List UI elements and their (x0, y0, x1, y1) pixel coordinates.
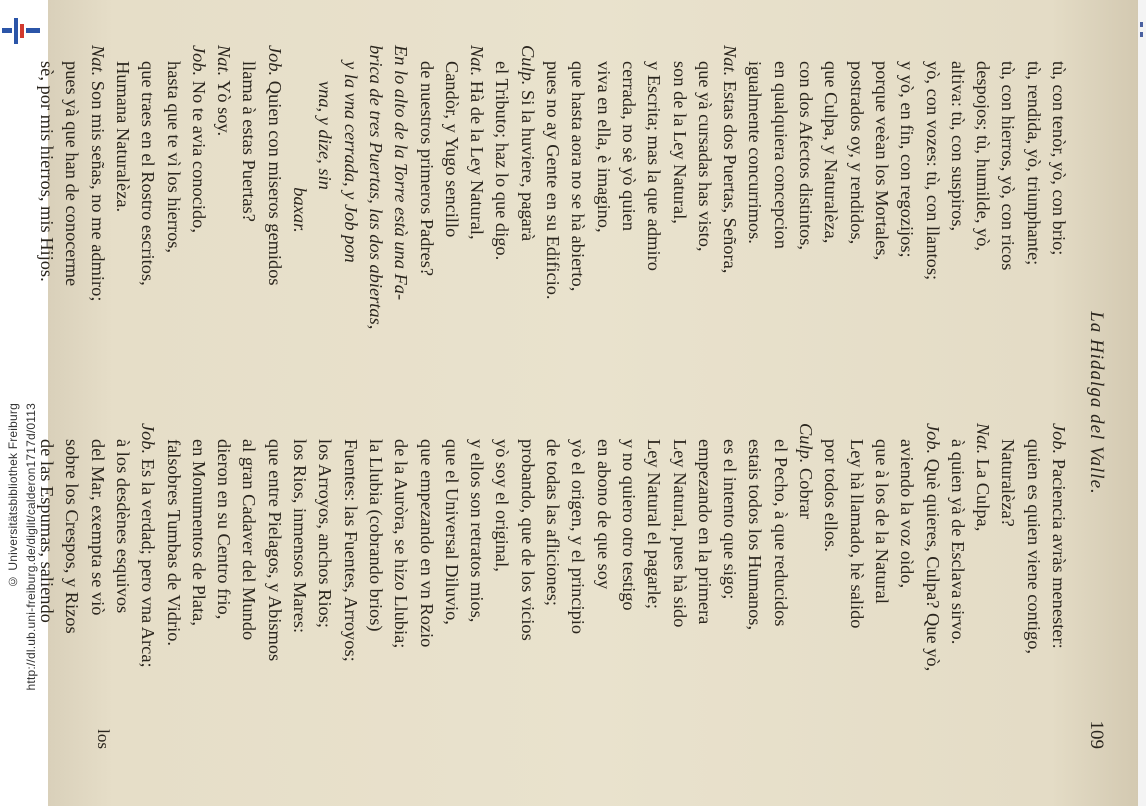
verse-line (666, 45, 691, 375)
verse-line (186, 423, 211, 753)
verse-text: al gran Cadaver del Mundo (239, 439, 260, 641)
verse-text: Quien con miseros gemidos (264, 80, 285, 286)
verse-line (540, 423, 565, 753)
verse-text: y ellos son retratos mios, (467, 439, 488, 623)
verse-text: tù, rendida, yò, triunphante; (1023, 61, 1044, 266)
verse-line (363, 45, 388, 375)
verse-text: Ley hà llamado, hè salido (846, 439, 867, 629)
text-column-left (34, 45, 1071, 375)
speaker-label: Job. (188, 45, 209, 77)
verse-text: Hà de la Ley Natural, (467, 80, 488, 240)
verse-line (818, 45, 843, 375)
verse-line (312, 423, 337, 753)
verse-text: que traes en el Rostro escritos, (138, 61, 159, 286)
verse-text: La Culpa, (973, 458, 994, 532)
verse-text: que el Universal Diluvio, (441, 439, 462, 625)
verse-text: y Escrita; mas la que admiro (644, 61, 665, 271)
verse-line (843, 45, 868, 375)
verse-line (84, 45, 109, 375)
verse-text: con dos Afectos distintos, (796, 61, 817, 251)
verse-text: Fuentes: las Fuentes, Arroyos; (340, 439, 361, 662)
speaker-label: Job. (1049, 423, 1069, 455)
verse-text: cerrada, no sè yò quien (618, 61, 639, 232)
verse-line (262, 423, 287, 753)
verse-text: en qualquiera concepcion (770, 61, 791, 249)
verse-text: Què quieres, Culpa? Que yò, (922, 458, 943, 672)
verse-line (337, 45, 362, 375)
speaker-label: Culp. (517, 45, 538, 86)
verse-text: que yà cursadas has visto, (694, 61, 715, 252)
verse-line (970, 423, 995, 753)
speaker-label: Nat. (87, 45, 108, 77)
verse-line (413, 423, 438, 753)
verse-text: Candòr, y Yugo sencillo (441, 61, 462, 238)
verse-line (489, 45, 514, 375)
verse-line (514, 45, 539, 375)
verse-line (135, 45, 160, 375)
speaker-label: Nat. (214, 45, 235, 77)
verse-text: empezando en la primera (694, 439, 715, 625)
verse-line (616, 45, 641, 375)
verse-text: à los desdènes esquivos (113, 439, 134, 614)
text-column-right (34, 423, 1071, 753)
verse-line (894, 45, 919, 375)
verse-text: baxar. (290, 187, 311, 233)
verse-text: Ley Natural el pagarle; (644, 439, 665, 610)
verse-text: el Tributo; haz lo que digo. (492, 61, 513, 261)
verse-line (793, 423, 818, 753)
verse-text: quien es quien viene contigo, (1023, 439, 1044, 655)
verse-text: pues no ay Gente en su Edificio. (543, 61, 564, 300)
verse-line (489, 423, 514, 753)
verse-text: y la vna cerrada, y Job pon (340, 61, 361, 263)
verse-line (388, 45, 413, 375)
verse-line (211, 45, 236, 375)
verse-line (793, 45, 818, 375)
verse-line (919, 423, 944, 753)
verse-line (616, 423, 641, 753)
verse-line (160, 45, 185, 375)
page-text-block (37, 23, 1113, 783)
verse-text: llama à estas Puertas? (239, 61, 260, 222)
verse-line (995, 45, 1020, 375)
verse-text: la Llubia (cobrando brios) (365, 439, 386, 632)
speaker-label: Culp. (796, 423, 817, 464)
verse-text: falsobres Tumbas de Vidrio. (163, 439, 184, 646)
verse-line (919, 45, 944, 375)
verse-line (135, 423, 160, 753)
verse-line (312, 45, 337, 375)
verse-line (211, 423, 236, 753)
verse-text: sè, por mis hierros, mis Hijos. (37, 61, 58, 282)
verse-text: de todas las afliciones; (543, 439, 564, 606)
verse-text: los Arroyos, anchos Rios; (315, 439, 336, 629)
verse-text: estais todos los Humanos, (745, 439, 766, 631)
verse-line (767, 45, 792, 375)
verse-text: que hasta aora no se hà abierto, (568, 61, 589, 292)
verse-line (590, 423, 615, 753)
speaker-label: Job. (264, 45, 285, 77)
verse-text: vna, y dize, sin (315, 81, 336, 190)
verse-line (869, 423, 894, 753)
verse-line (363, 423, 388, 753)
speaker-label: Job. (922, 423, 943, 455)
verse-text: altiva: tù, con suspiros, (947, 61, 968, 232)
verse-line (945, 423, 970, 753)
verse-line (742, 45, 767, 375)
verse-line (540, 45, 565, 375)
verse-line (692, 45, 717, 375)
speaker-label: Nat. (467, 45, 488, 77)
scanned-page (37, 0, 1138, 806)
verse-text: del Mar, exempta se viò (87, 439, 108, 616)
verse-text: yò el origen, y el principio (568, 439, 589, 635)
verse-line (590, 45, 615, 375)
verse-line (34, 45, 59, 375)
verse-text: Humana Naturalèza. (113, 61, 134, 213)
verse-line (388, 423, 413, 753)
verse-text: que empezando en vn Rozio (416, 439, 437, 648)
verse-line (945, 45, 970, 375)
verse-line (565, 423, 590, 753)
verse-text: que Culpa, y Naturalèza, (821, 61, 842, 244)
verse-text: y no quiero otro testigo (618, 439, 639, 611)
verse-line (742, 423, 767, 753)
verse-text: dieron en su Centro frio, (214, 439, 235, 620)
verse-text: Naturalèza? (998, 439, 1019, 527)
verse-text: probando, que de los vicios (517, 439, 538, 641)
verse-line (1046, 45, 1071, 375)
verse-line (717, 45, 742, 375)
verse-line (236, 45, 261, 375)
verse-text: tù, con tenòr, yò, con brio; (1049, 61, 1069, 256)
verse-line (514, 423, 539, 753)
verse-text: el Pecho, à que reducidos (770, 439, 791, 627)
verse-text: à quien yà de Esclava sirvo. (947, 439, 968, 645)
verse-line (641, 423, 666, 753)
verse-line (641, 45, 666, 375)
verse-text: igualmente concurrimos. (745, 61, 766, 244)
verse-text: en Monumentos de Plata, (188, 439, 209, 626)
verse-text: No te avia conocido, (188, 80, 209, 233)
verse-text: yò, con vozes: tù, con llantos; (922, 61, 943, 281)
verse-text: sobre los Crespos, y Rizos (62, 439, 83, 634)
verse-text: yò soy el original, (492, 439, 513, 572)
source-url[interactable]: http://dl.ub.uni-freiburg.de/diglit/calderon1717d/0113 (24, 403, 38, 691)
verse-text: viva en ella, è imagino, (593, 61, 614, 233)
verse-text: en abono de que soy (593, 439, 614, 590)
verse-line (1046, 423, 1071, 753)
verse-text: tù, con hierros, yò, con ricos (998, 61, 1019, 271)
verse-line (160, 423, 185, 753)
verse-line (767, 423, 792, 753)
viewer-right-edge (1138, 0, 1146, 806)
verse-text: de nuestros primeros Padres? (416, 61, 437, 277)
verse-line (337, 423, 362, 753)
verse-text: Estas dos Puertas, Señora, (720, 80, 741, 274)
verse-text: Es la verdad; pero vna Arca; (138, 458, 159, 668)
verse-line (843, 423, 868, 753)
running-head: La Hidalga del Valle. (1086, 311, 1107, 495)
verse-text: y yò, en fin, con regozijos; (897, 61, 918, 258)
verse-text: Paciencia avràs menester: (1049, 458, 1069, 649)
verse-line (692, 423, 717, 753)
verse-line (186, 45, 211, 375)
verse-text: de las Espumas, saliendo (37, 439, 58, 623)
copyright-notice: © Universitätsbibliothek Freiburg (6, 403, 20, 589)
verse-line (262, 45, 287, 375)
verse-line (287, 423, 312, 753)
verse-line (464, 45, 489, 375)
verse-line (236, 423, 261, 753)
verse-text: En lo alto de la Torre està una Fa- (391, 45, 412, 301)
verse-line (1020, 45, 1045, 375)
verse-text: Ley Natural, pues hà sido (669, 439, 690, 628)
verse-line (970, 45, 995, 375)
verse-line (717, 423, 742, 753)
verse-text: por todos ellos. (821, 439, 842, 552)
verse-line (59, 423, 84, 753)
verse-line (464, 423, 489, 753)
verse-text: de la Auròra, se hizo Llubia; (391, 439, 412, 649)
verse-line (110, 423, 135, 753)
verse-text: Si la huviere, pagarà (517, 89, 538, 242)
verse-text: brica de tres Puertas, las dos abiertas, (365, 45, 386, 330)
verse-text: aviendo la voz oìdo, (897, 439, 918, 589)
verse-text: hasta que te vì los hierros, (163, 61, 184, 254)
speaker-label: Nat. (720, 45, 741, 77)
verse-text: Son mis señas, no me admiro; (87, 80, 108, 302)
university-library-logo[interactable] (2, 18, 40, 44)
verse-text: Yò soy. (214, 80, 235, 137)
verse-text: Cobrar (796, 467, 817, 520)
verse-line (995, 423, 1020, 753)
verse-text: despojos; tù, humilde, yò, (973, 61, 994, 252)
speaker-label: Job. (138, 423, 159, 455)
speaker-label: Nat. (973, 423, 994, 455)
verse-line (894, 423, 919, 753)
verse-text: son de la Ley Natural, (669, 61, 690, 224)
verse-text: que entre Pielagos, y Abismos (264, 439, 285, 662)
verse-line (1020, 423, 1045, 753)
verse-text: postrados oy, y rendidos, (846, 61, 867, 245)
verse-line (34, 423, 59, 753)
verse-line (439, 45, 464, 375)
verse-line (869, 45, 894, 375)
verse-text: los Rios, inmensos Mares: (290, 439, 311, 634)
verse-line (666, 423, 691, 753)
verse-line (110, 45, 135, 375)
verse-text: porque veèan los Mortales, (871, 61, 892, 261)
verse-line (59, 45, 84, 375)
verse-text: es el intento que sigo; (720, 439, 741, 600)
verse-text: que à los de la Natural (871, 439, 892, 604)
verse-line (287, 45, 312, 375)
verse-line (413, 45, 438, 375)
verse-line (565, 45, 590, 375)
verse-line (818, 423, 843, 753)
catchword: los (94, 729, 113, 749)
verse-line (439, 423, 464, 753)
verse-line (84, 423, 109, 753)
page-number: 109 (1086, 720, 1107, 749)
verse-text: pues yà que han de conocerme (62, 61, 83, 287)
